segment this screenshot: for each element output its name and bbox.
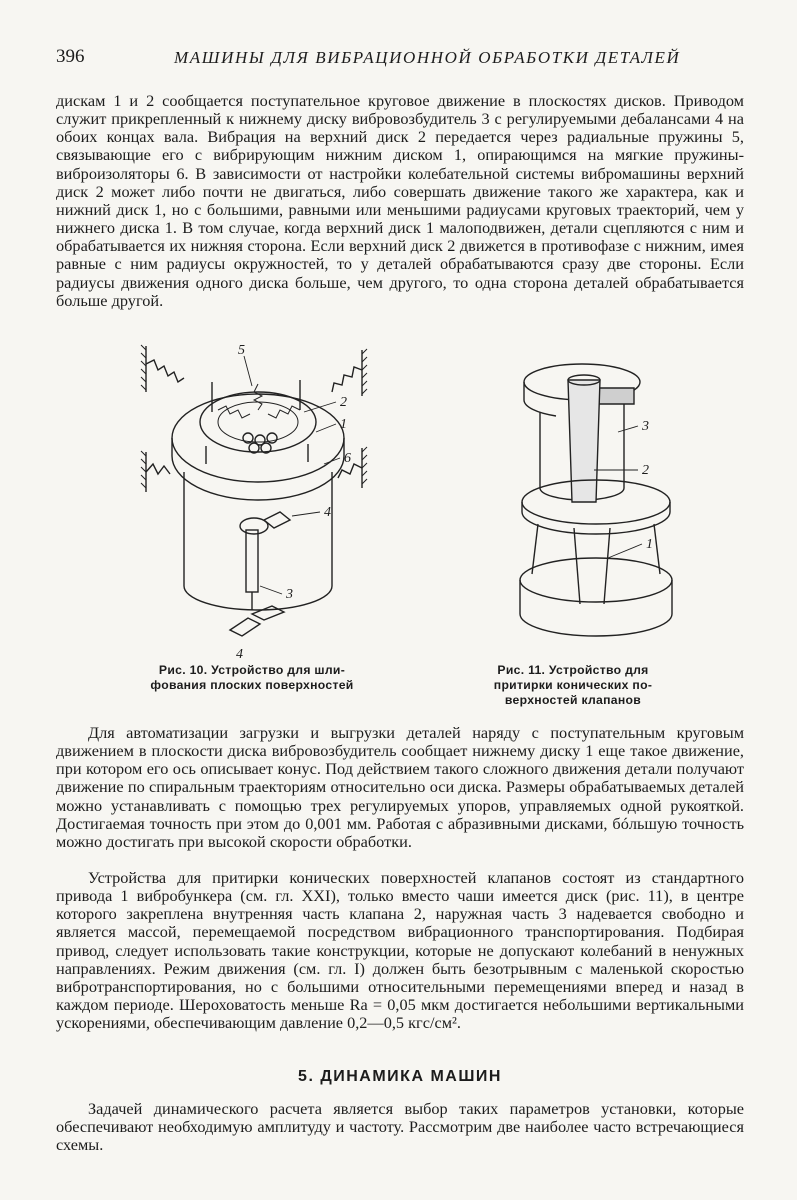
figure-10-caption-line-1: Рис. 10. Устройство для шли- <box>158 663 346 677</box>
fig10-label-5: 5 <box>238 343 245 358</box>
running-title: МАШИНЫ ДЛЯ ВИБРАЦИОННОЙ ОБРАБОТКИ ДЕТАЛЕЙ <box>174 48 681 67</box>
leader-3 <box>618 426 638 432</box>
base-body <box>520 580 672 636</box>
page-number: 396 <box>56 46 85 67</box>
figure-10-caption <box>118 663 386 693</box>
figure-10-drawing <box>140 340 372 662</box>
fig10-label-3: 3 <box>286 587 293 602</box>
radial-spring-2 <box>268 406 300 418</box>
upper-disk <box>200 392 316 452</box>
fig11-label-3: 3 <box>642 419 649 434</box>
strut-center-left <box>574 528 580 604</box>
figure-10-caption-line-2: фования плоских поверхностей <box>150 678 354 692</box>
paragraph-dynamics: Задачей динамического расчета является выбор таких параметров установки, которые обеспечивают необходимую амплитуду и частоту. Рассмотрим две наиболее часто встречающиеся схемы. <box>56 1099 744 1155</box>
leader-4-upper <box>292 512 320 516</box>
leader-1 <box>316 424 336 432</box>
figure-10-svg <box>140 340 372 662</box>
spring-top-right <box>332 367 362 392</box>
part-3 <box>267 433 277 443</box>
section-heading: 5. ДИНАМИКА МАШИН <box>298 1068 502 1085</box>
inner-cone <box>568 380 600 502</box>
paragraph-valve-lapping: Устройства для притирки конических поверхностей клапанов состоят из стандартного привода 1 вибробункера (см. гл. XXI), только вместо чаши имеется диск (рис. 11), в центре которого закреплена внутренняя часть клапана 2, наружная часть 3 надевается свободно и является массой, перемещаемой посредством вибрационного транспортирования. Подбирая привод, следует использовать такие конструкции, которые не допускают колебаний в ненужных направлениях. Режим движения (см. гл. I) должен быть безотрывным с маленькой скоростью вибротранспортирования, но с большими относительными перемещениями вперед и назад в каждом периоде. Шероховатость меньше Ra = 0,05 мкм достигается небольшими вертикальными ускорениями, обеспечивающим давление 0,2—0,5 кгс/см². <box>56 868 744 1033</box>
paragraph-intro: дискам 1 и 2 сообщается поступательное круговое движение в плоскостях дисков. Приводом служит прикрепленный к нижнему диску вибровозбудитель 3 с регулируемыми дебалансами 4 на обоих концах вала. Вибрация на верхний диск 2 передается через радиальные пружины 5, связывающие его с вибрирующим нижним диском 1, опирающимся на мягкие пружины-виброизоляторы 6. В зависимости от настройки колебательной системы вибромашины верхний диск 2 может либо почти не двигаться, либо совершать движение такого же характера, как и нижний диск 1, но с большими, равными или меньшими радиусами круговых траекторий, чем у нижнего диска 1. В том случае, когда верхний диск 1 малоподвижен, детали сцепляются с ним и обрабатывается их нижняя сторона. Если верхний диск 2 движется в противофазе с нижним, имея равные с ним радиусы окружностей, то у деталей обрабатываются сразу две стороны. Если радиусы движения одного диска больше, чем другого, то одна сторона деталей обрабатывается больше другой. <box>56 91 744 310</box>
paragraph-automation: Для автоматизации загрузки и выгрузки деталей наряду с поступательным круговым движением в плоскости диска вибровозбудитель сообщает нижнему диску 1 еще такое движение, при котором его ось описывает конус. Под действием такого сложного движения детали получают движение по спиральным траекториям относительно оси диска. Размеры обрабатываемых деталей можно устанавливать с помощью трех регулируемых упоров, управляемых одной рукояткой. Достигаемая точность при этом до 0,001 мм. Работая с абразивными дисками, бóльшую точность можно достигать при высокой скорости обработки. <box>56 723 744 851</box>
debalance-lower-left <box>230 618 260 636</box>
strut-center-right <box>604 528 610 604</box>
figure-11-svg <box>510 352 680 652</box>
leader-1 <box>608 544 642 558</box>
figure-11-caption-line-3: верхностей клапанов <box>504 693 642 707</box>
figure-11-caption <box>462 663 684 708</box>
spring-bottom-left <box>146 464 170 474</box>
fig11-label-2: 2 <box>642 463 649 478</box>
figure-11-caption-line-1: Рис. 11. Устройство для <box>497 663 649 677</box>
base-top <box>520 558 672 602</box>
fig10-label-6: 6 <box>344 451 351 466</box>
leader-5 <box>244 356 252 386</box>
wall-hatch-lines-br <box>362 447 367 484</box>
page-header <box>56 46 745 74</box>
fig11-label-1: 1 <box>646 537 653 552</box>
wall-hatch-lines-tr <box>362 349 367 394</box>
leader-3 <box>260 586 282 594</box>
fig10-label-2: 2 <box>340 395 347 410</box>
fig10-label-4-lower: 4 <box>236 647 243 662</box>
figure-11-drawing <box>510 352 680 652</box>
fig10-label-1: 1 <box>340 417 347 432</box>
figure-11-caption-line-2: притирки конических по- <box>493 678 653 692</box>
debalance-lower-right <box>252 606 284 620</box>
outer-part-flange <box>524 382 556 416</box>
leader-6 <box>324 458 340 464</box>
radial-spring-3 <box>254 384 262 410</box>
vibrator-shaft <box>246 530 258 592</box>
fig10-label-4-upper: 4 <box>324 505 331 520</box>
wall-hatch-lines-tl <box>141 345 146 390</box>
wall-hatch-lines-bl <box>141 451 146 488</box>
spring-top-left <box>146 360 184 382</box>
